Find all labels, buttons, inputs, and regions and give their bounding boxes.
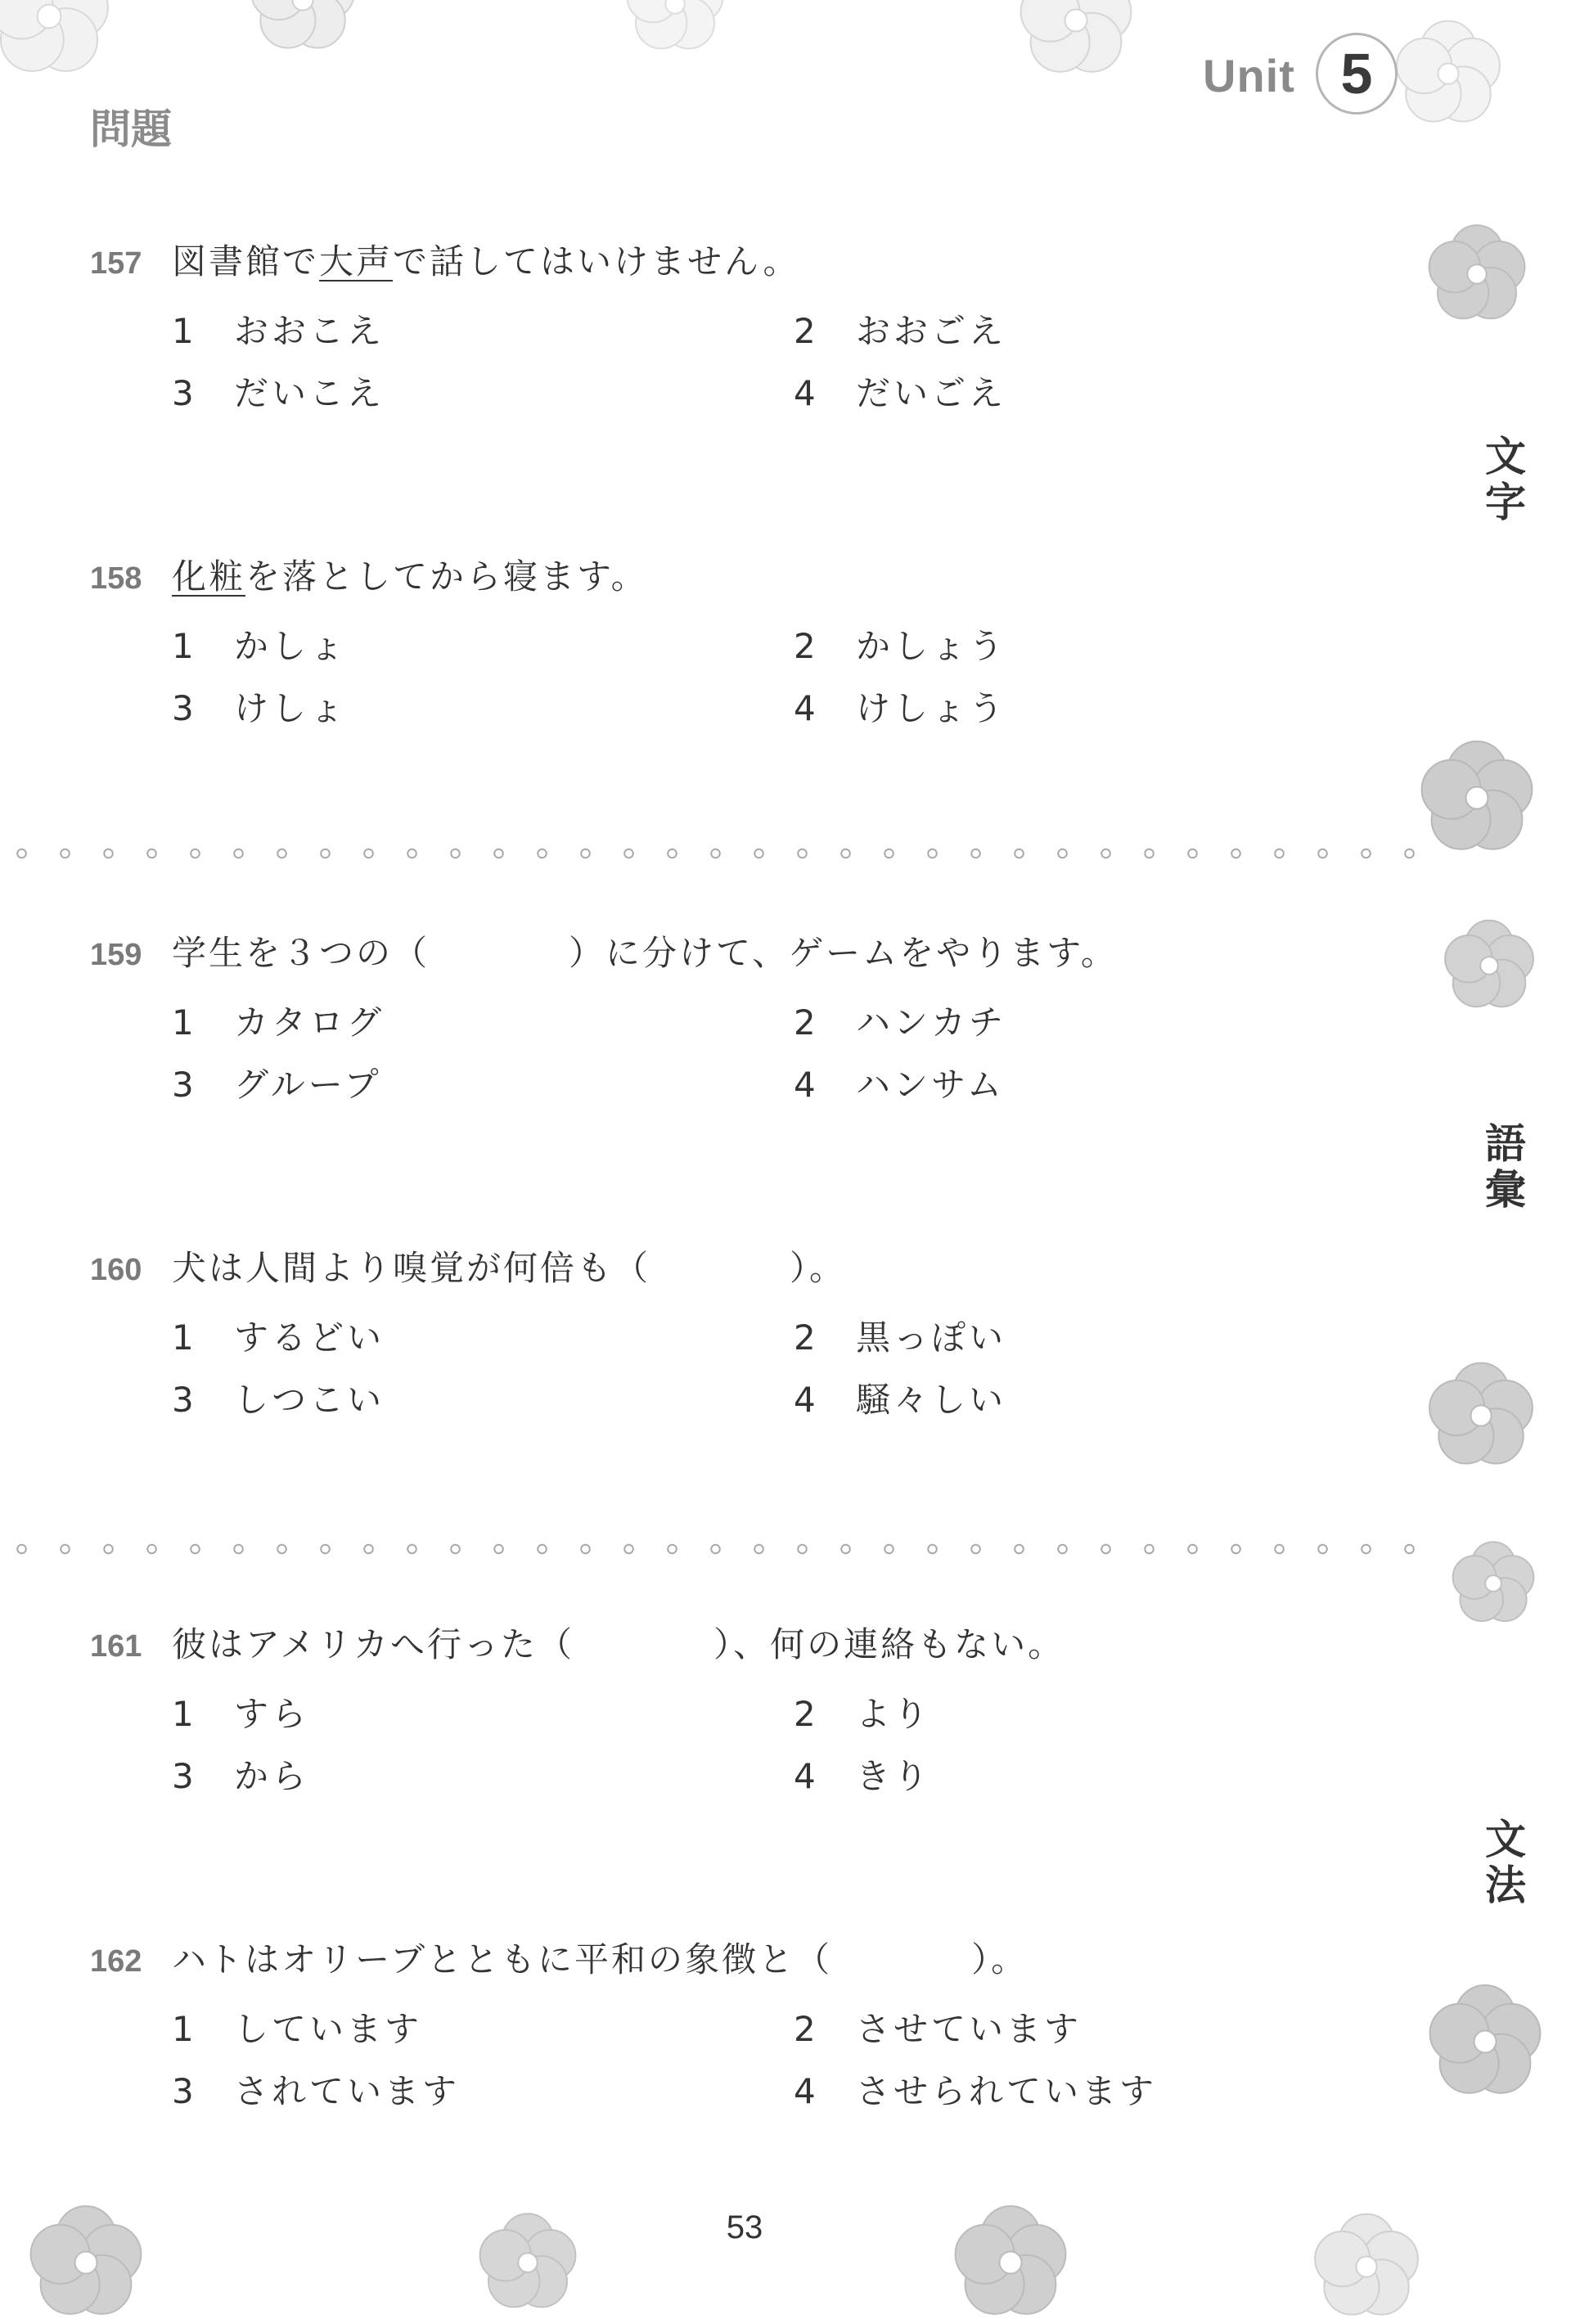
choice-option[interactable] [794, 307, 1006, 356]
choice-text: 騒々しい [856, 1380, 1007, 1420]
flower-decoration [622, 0, 728, 57]
question-stem [90, 929, 1118, 978]
section-divider [0, 1543, 1424, 1556]
question-text: 犬は人間より嗅覚が何倍も（ [172, 1248, 651, 1288]
unit-label: Unit [1203, 50, 1295, 101]
choice-option[interactable] [172, 1376, 385, 1425]
choice-option[interactable] [794, 1061, 1005, 1110]
choice-number: 1 [172, 1002, 197, 1043]
flower-decoration [25, 2201, 147, 2324]
choice-option[interactable] [172, 307, 385, 356]
choice-option[interactable] [794, 1313, 1006, 1362]
choice-text: ハンサム [856, 1065, 1005, 1105]
choice-number: 4 [794, 1380, 819, 1420]
choice-number: 4 [794, 688, 819, 728]
side-label-moji: 文 字 [1485, 433, 1526, 526]
choice-text: けしょう [856, 688, 1007, 728]
choice-number: 3 [172, 1065, 197, 1105]
choice-text: させられています [856, 2071, 1158, 2111]
question-stem [90, 1244, 846, 1293]
question-text: ）。 [790, 1248, 847, 1288]
question-text: で話してはいけません。 [393, 241, 800, 281]
underlined-term: 化粧 [172, 556, 246, 597]
flower-decoration [1440, 917, 1538, 1015]
question-number: 162 [90, 1944, 142, 1979]
underlined-term: 大声 [319, 241, 394, 281]
choice-text: けしょ [234, 688, 348, 728]
flower-decoration [0, 0, 115, 82]
choice-number: 1 [172, 626, 197, 666]
flower-decoration [1015, 0, 1137, 82]
flower-decoration [949, 2201, 1072, 2324]
choice-text: ハンカチ [856, 1002, 1007, 1043]
flower-decoration [1424, 1358, 1538, 1473]
question-number: 161 [90, 1629, 142, 1664]
side-label-goi: 語 彙 [1485, 1120, 1526, 1214]
question-number: 158 [90, 561, 142, 596]
flower-decoration [1424, 221, 1530, 327]
choice-option[interactable] [172, 998, 385, 1047]
question-text: 図書館で [172, 241, 320, 281]
choice-number: 4 [794, 373, 819, 413]
choice-text: カタログ [234, 1002, 385, 1043]
choice-number: 1 [172, 1694, 197, 1734]
choice-text: しています [234, 2009, 423, 2049]
choice-option[interactable] [794, 369, 1006, 418]
choice-number: 2 [794, 1317, 819, 1358]
choice-text: だいごえ [856, 373, 1007, 413]
choice-option[interactable] [794, 684, 1006, 733]
choice-option[interactable] [172, 1313, 385, 1362]
side-label-bunpo: 文 法 [1485, 1816, 1526, 1909]
question-text: ）。 [971, 1939, 1029, 1979]
choice-number: 3 [172, 1380, 197, 1420]
question-stem [90, 237, 800, 286]
choice-text: しつこい [234, 1380, 385, 1420]
choice-option[interactable] [794, 1690, 931, 1739]
flower-decoration [1424, 1980, 1546, 2103]
choice-option[interactable] [172, 1061, 382, 1110]
choice-number: 2 [794, 1694, 819, 1734]
choice-number: 1 [172, 311, 197, 351]
choice-option[interactable] [794, 998, 1006, 1047]
question-text: 彼はアメリカへ行った（ [172, 1624, 575, 1664]
choice-option[interactable] [172, 2067, 460, 2116]
choice-number: 3 [172, 2071, 197, 2111]
choice-text: おおごえ [856, 311, 1007, 351]
choice-option[interactable] [794, 622, 1006, 671]
choice-option[interactable] [172, 369, 385, 418]
choice-text: グループ [234, 1065, 382, 1105]
choice-number: 1 [172, 2009, 197, 2049]
choice-option[interactable] [172, 2005, 422, 2054]
choice-number: 2 [794, 2009, 819, 2049]
choice-option[interactable] [172, 684, 347, 733]
choice-option[interactable] [172, 622, 347, 671]
choice-option[interactable] [794, 2005, 1082, 2054]
choice-option[interactable] [172, 1752, 309, 1801]
choice-number: 3 [172, 373, 197, 413]
question-text: ）に分けて、ゲームをやります。 [569, 933, 1118, 973]
choice-text: かしょ [234, 626, 348, 666]
choice-option[interactable] [794, 1376, 1006, 1425]
choice-text: から [234, 1756, 310, 1796]
question-number: 159 [90, 938, 142, 972]
choice-text: すら [234, 1694, 310, 1734]
choice-number: 1 [172, 1317, 197, 1358]
flower-decoration [1309, 2209, 1424, 2324]
choice-text: 黒っぽい [856, 1317, 1007, 1358]
choice-number: 4 [794, 2071, 819, 2111]
choice-text: だいこえ [234, 373, 385, 413]
question-text: ）、何の連絡もない。 [713, 1624, 1065, 1664]
question-text: 学生を３つの（ [172, 933, 430, 973]
question-number: 160 [90, 1253, 142, 1287]
choice-number: 2 [794, 626, 819, 666]
unit-number: 5 [1316, 33, 1398, 115]
choice-number: 4 [794, 1065, 819, 1105]
flower-decoration [1448, 1538, 1538, 1628]
section-title: 問題 [90, 106, 172, 153]
flower-decoration [1416, 736, 1538, 859]
choice-number: 3 [172, 688, 197, 728]
choice-text: より [856, 1694, 932, 1734]
flower-decoration [475, 2209, 581, 2316]
question-text: を落としてから寝ます。 [245, 556, 648, 597]
choice-text: おおこえ [234, 311, 385, 351]
question-stem [90, 1620, 1065, 1669]
choice-option[interactable] [172, 1690, 309, 1739]
choice-text: させています [856, 2009, 1083, 2049]
choice-option[interactable] [794, 1752, 931, 1801]
choice-text: かしょう [856, 626, 1007, 666]
question-text: ハトはオリーブとともに平和の象徴と（ [172, 1939, 833, 1979]
choice-number: 2 [794, 311, 819, 351]
flower-decoration [245, 0, 360, 57]
choice-text: するどい [234, 1317, 385, 1358]
unit-badge [1195, 26, 1440, 124]
choice-option[interactable] [794, 2067, 1157, 2116]
choice-number: 4 [794, 1756, 819, 1796]
question-number: 157 [90, 246, 142, 281]
choice-number: 3 [172, 1756, 197, 1796]
section-divider [0, 847, 1424, 860]
choice-number: 2 [794, 1002, 819, 1043]
page-number: 53 [726, 2209, 763, 2245]
choice-text: されています [234, 2071, 461, 2111]
question-stem [90, 552, 648, 601]
choice-text: きり [856, 1756, 932, 1796]
question-stem [90, 1935, 1028, 1984]
